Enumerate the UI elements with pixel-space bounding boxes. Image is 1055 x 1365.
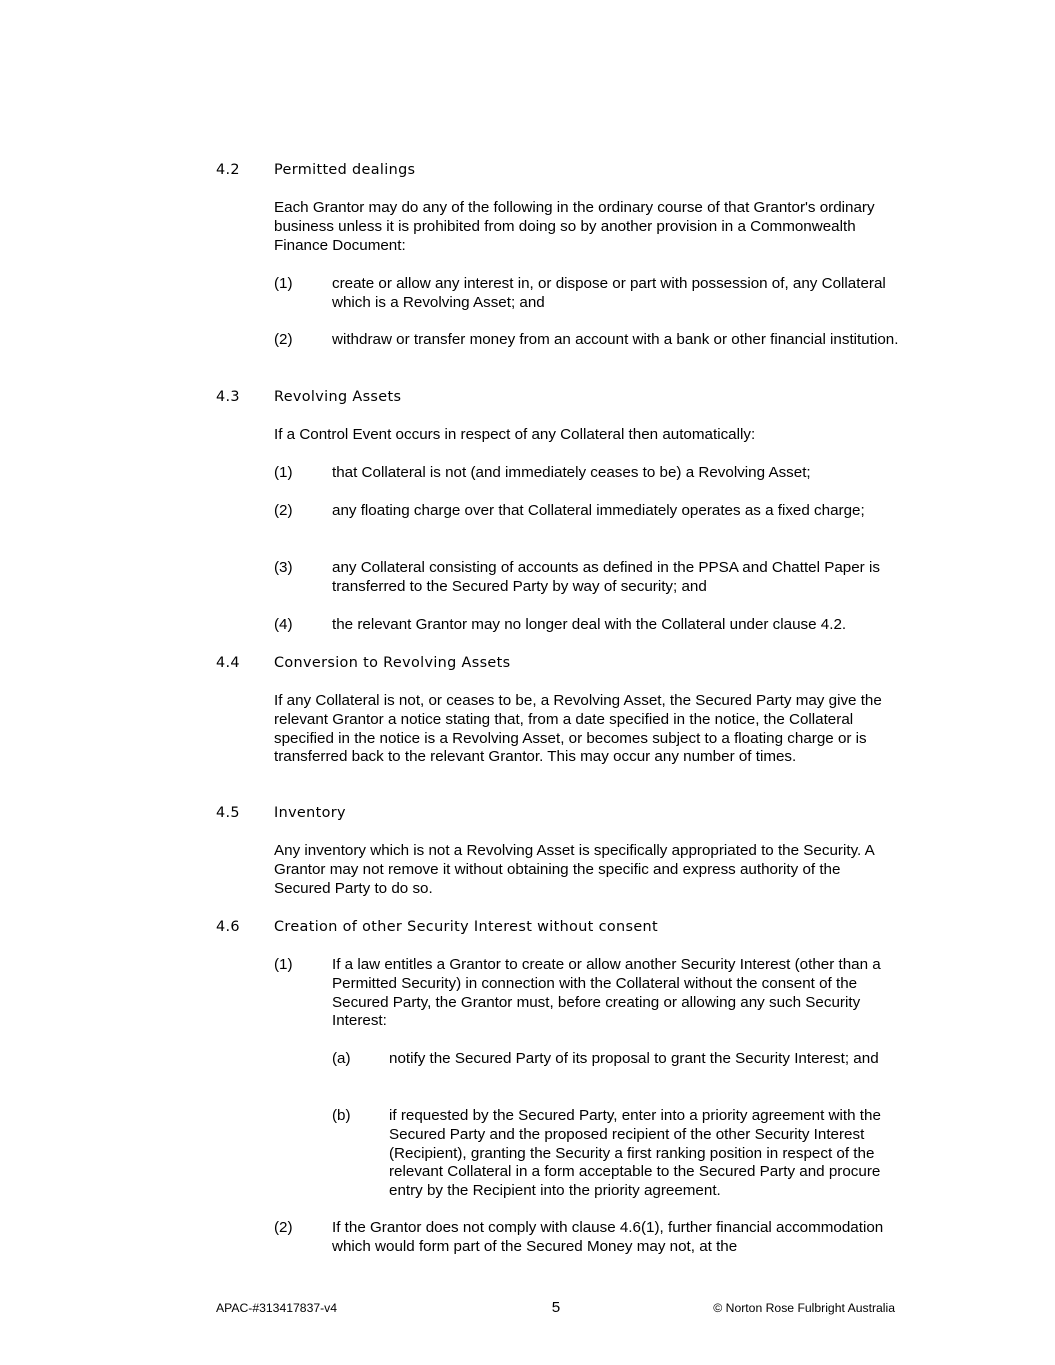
list-item [274, 616, 899, 635]
list-item [274, 464, 899, 483]
section-title: Creation of other Security Interest without consent [274, 919, 658, 935]
list-text: if requested by the Secured Party, enter into a priority agreement with the Secured Party and the proposed recipient of the other Security Interest (Recipient), granting the Security a first ranking position in respect of the relevant Collateral in a form acceptable to the Secured Party and procure entry by the Recipient into the priority agreement. [389, 1107, 881, 1200]
list-text: that Collateral is not (and immediately ceases to be) a Revolving Asset; [332, 464, 811, 481]
section-number: 4.4 [216, 655, 240, 671]
list-text: any Collateral consisting of accounts as defined in the PPSA and Chattel Paper is transferred to the Secured Party by way of security; and [332, 559, 880, 595]
section-number: 4.6 [216, 919, 240, 935]
sub-list-item [332, 1050, 899, 1069]
footer-copyright: © Norton Rose Fulbright Australia [713, 1301, 895, 1315]
section-title: Permitted dealings [274, 162, 416, 178]
list-text: If the Grantor does not comply with clause 4.6(1), further financial accommodation which would form part of the Secured Money may not, at the [332, 1219, 884, 1255]
list-marker: (2) [274, 1219, 293, 1236]
section-body: If any Collateral is not, or ceases to be, a Revolving Asset, the Secured Party may give the relevant Grantor a notice stating that, from a date specified in the notice, the Collateral specified in the notice is a Revolving Asset, or becomes subject to a floating charge or is transferred back to the relevant Grantor. This may occur any number of times. [274, 692, 882, 766]
list-marker: (3) [274, 559, 293, 576]
list-text: notify the Secured Party of its proposal to grant the Security Interest; and [389, 1050, 879, 1067]
list-text: If a law entitles a Grantor to create or allow another Security Interest (other than a Permitted Security) in connection with the Collateral without the consent of the Secured Party, the Grantor must, before creating or allowing any such Security Interest: [332, 956, 881, 1030]
list-text: any floating charge over that Collateral immediately operates as a fixed charge; [332, 502, 865, 519]
list-marker: (1) [274, 275, 293, 292]
list-item [274, 1219, 899, 1257]
footer-page-number: 5 [551, 1299, 561, 1316]
section-number: 4.5 [216, 805, 240, 821]
list-marker: (1) [274, 956, 293, 973]
section-body: Any inventory which is not a Revolving Asset is specifically appropriated to the Security. A Grantor may not remove it without obtaining the specific and express authority of the Secured Party to do so. [274, 842, 874, 897]
section-title: Inventory [274, 805, 346, 821]
list-text: create or allow any interest in, or dispose or part with possession of, any Collateral which is a Revolving Asset; and [332, 275, 886, 311]
section-title: Revolving Assets [274, 389, 402, 405]
list-item [274, 331, 899, 350]
footer-document-id: APAC-#313417837-v4 [216, 1301, 338, 1315]
list-marker: (b) [332, 1107, 351, 1124]
list-item [274, 559, 899, 597]
list-marker: (1) [274, 464, 293, 481]
section-title: Conversion to Revolving Assets [274, 655, 511, 671]
list-item [274, 275, 899, 313]
list-item [274, 956, 899, 1031]
list-marker: (a) [332, 1050, 351, 1067]
section-intro: If a Control Event occurs in respect of any Collateral then automatically: [274, 426, 756, 443]
list-marker: (2) [274, 331, 293, 348]
sub-list-item [332, 1107, 899, 1201]
section-intro: Each Grantor may do any of the following in the ordinary course of that Grantor's ordinary business unless it is prohibited from doing so by another provision in a Commonwealth Finance Document: [274, 199, 875, 254]
list-text: the relevant Grantor may no longer deal with the Collateral under clause 4.2. [332, 616, 847, 633]
list-marker: (4) [274, 616, 293, 633]
list-text: withdraw or transfer money from an account with a bank or other financial institution. [332, 331, 899, 348]
list-marker: (2) [274, 502, 293, 519]
section-number: 4.3 [216, 389, 240, 405]
list-item [274, 502, 899, 521]
section-number: 4.2 [216, 162, 240, 178]
